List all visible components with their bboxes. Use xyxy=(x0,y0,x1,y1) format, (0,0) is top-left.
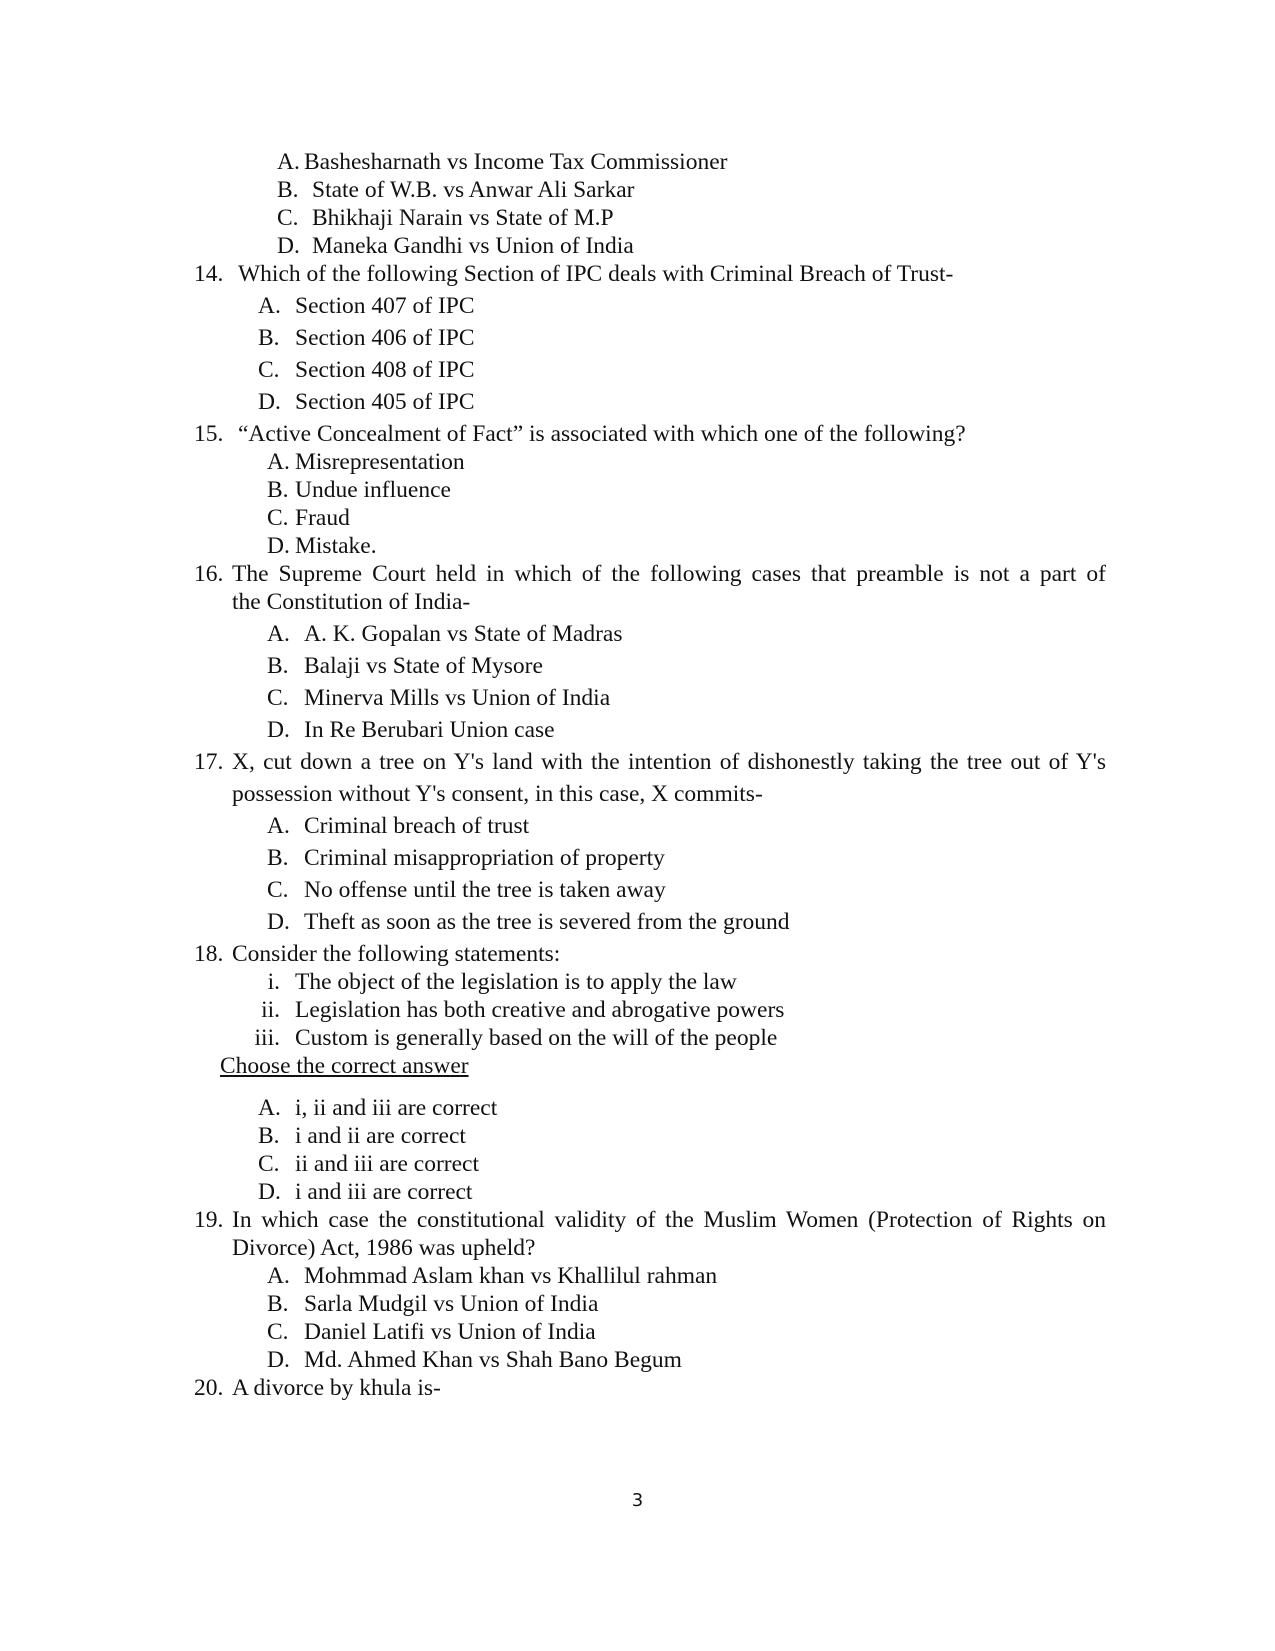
q18-statement-iii xyxy=(240,1024,777,1052)
q19-option-d xyxy=(267,1346,682,1374)
option-label: C. xyxy=(258,357,280,383)
option-text: Section 408 of IPC xyxy=(295,357,475,383)
q13-option-d xyxy=(277,232,634,260)
q14-option-d xyxy=(258,388,475,416)
option-label: D. xyxy=(267,717,290,743)
q18-option-c xyxy=(258,1150,479,1178)
option-label: C. xyxy=(267,1319,289,1345)
option-text: Bhikhaji Narain vs State of M.P xyxy=(312,205,614,231)
option-text: In Re Berubari Union case xyxy=(304,717,555,743)
q18-option-b xyxy=(258,1122,466,1150)
question-text-line2: the Constitution of India- xyxy=(232,589,471,615)
option-label: A. xyxy=(267,621,290,647)
option-label: A. xyxy=(267,449,290,475)
option-label: A. xyxy=(258,293,281,319)
option-label: D. xyxy=(258,1179,281,1205)
q15-option-c xyxy=(267,504,350,532)
option-label: C. xyxy=(267,877,289,903)
option-text: Sarla Mudgil vs Union of India xyxy=(304,1291,599,1317)
q16-question xyxy=(194,560,1106,588)
option-label: D. xyxy=(277,233,300,259)
question-text: Consider the following statements: xyxy=(232,941,561,967)
option-text: Misrepresentation xyxy=(295,449,465,475)
option-text: Fraud xyxy=(295,505,350,531)
option-label: A. xyxy=(267,1263,290,1289)
q15-option-b xyxy=(267,476,451,504)
option-label: D. xyxy=(258,389,281,415)
option-label: D. xyxy=(267,909,290,935)
option-text: Section 407 of IPC xyxy=(295,293,475,319)
statement-text: Custom is generally based on the will of the people xyxy=(295,1025,778,1051)
q16-question-line2 xyxy=(232,588,470,616)
option-label: B. xyxy=(267,653,289,679)
q18-option-a xyxy=(258,1094,497,1122)
option-text: Section 405 of IPC xyxy=(295,389,475,415)
q14-option-b xyxy=(258,324,475,352)
q13-option-c xyxy=(277,204,614,232)
q18-option-d xyxy=(258,1178,472,1206)
option-label: B. xyxy=(258,1123,280,1149)
q16-option-a xyxy=(267,620,623,648)
question-text-line1: The Supreme Court held in which of the following cases that preamble is not a part of xyxy=(232,561,1106,587)
question-number: 20. xyxy=(194,1375,224,1401)
question-number: 17. xyxy=(194,749,224,775)
option-text: Criminal breach of trust xyxy=(304,813,530,839)
q18-question xyxy=(194,940,560,968)
q19-question xyxy=(194,1206,1106,1234)
option-text: Md. Ahmed Khan vs Shah Bano Begum xyxy=(304,1347,682,1373)
q17-question-line2 xyxy=(232,780,763,808)
question-number: 19. xyxy=(194,1207,224,1233)
option-label: B. xyxy=(267,845,289,871)
q19-option-c xyxy=(267,1318,596,1346)
statement-label: i. xyxy=(267,969,280,995)
option-label: C. xyxy=(277,205,299,231)
q17-option-a xyxy=(267,812,529,840)
q13-option-a xyxy=(277,148,727,176)
q15-option-a xyxy=(267,448,465,476)
option-text: State of W.B. vs Anwar Ali Sarkar xyxy=(312,177,635,203)
q13-option-b xyxy=(277,176,634,204)
q19-question-line2 xyxy=(232,1234,535,1262)
question-text: Which of the following Section of IPC deals with Criminal Breach of Trust- xyxy=(238,261,954,287)
q17-option-b xyxy=(267,844,665,872)
q16-option-d xyxy=(267,716,555,744)
q18-statement-ii xyxy=(240,996,784,1024)
q15-option-d xyxy=(267,532,377,560)
statement-text: The object of the legislation is to apply the law xyxy=(295,969,737,995)
statement-label: ii. xyxy=(261,997,280,1023)
q14-option-a xyxy=(258,292,475,320)
option-text: Section 406 of IPC xyxy=(295,325,475,351)
option-text: ii and iii are correct xyxy=(295,1151,479,1177)
option-label: A. xyxy=(267,813,290,839)
option-label: D. xyxy=(267,533,290,559)
q14-question xyxy=(194,260,953,288)
q18-instruction: Choose the correct answer xyxy=(220,1053,469,1079)
option-label: B. xyxy=(267,477,289,503)
question-text-line1: X, cut down a tree on Y's land with the intention of dishonestly taking the tree out of Y's xyxy=(232,749,1106,775)
q19-option-b xyxy=(267,1290,598,1318)
statement-text: Legislation has both creative and abrogative powers xyxy=(295,997,785,1023)
option-label: C. xyxy=(258,1151,280,1177)
question-text-line2: Divorce) Act, 1986 was upheld? xyxy=(232,1235,536,1261)
option-text: Minerva Mills vs Union of India xyxy=(304,685,611,711)
q16-option-c xyxy=(267,684,610,712)
q19-option-a xyxy=(267,1262,717,1290)
question-number: 18. xyxy=(194,941,224,967)
question-number: 16. xyxy=(194,561,224,587)
question-number: 15. xyxy=(194,421,224,447)
option-label: D. xyxy=(267,1347,290,1373)
option-text: Maneka Gandhi vs Union of India xyxy=(312,233,634,259)
question-text: A divorce by khula is- xyxy=(232,1375,441,1401)
option-text: A. K. Gopalan vs State of Madras xyxy=(304,621,623,647)
option-label: B. xyxy=(267,1291,289,1317)
question-text-line2: possession without Y's consent, in this case, X commits- xyxy=(232,781,763,807)
q16-option-b xyxy=(267,652,543,680)
q17-option-d xyxy=(267,908,790,936)
q20-question xyxy=(194,1374,441,1402)
option-text: Bashesharnath vs Income Tax Commissioner xyxy=(304,149,728,175)
option-text: Daniel Latifi vs Union of India xyxy=(304,1319,596,1345)
page-number: 3 xyxy=(631,1490,644,1511)
question-text-line1: In which case the constitutional validity of the Muslim Women (Protection of Rights on xyxy=(232,1207,1106,1233)
option-text: Balaji vs State of Mysore xyxy=(304,653,543,679)
q14-option-c xyxy=(258,356,475,384)
option-text: Mistake. xyxy=(295,533,377,559)
option-text: i and iii are correct xyxy=(295,1179,473,1205)
option-text: No offense until the tree is taken away xyxy=(304,877,666,903)
option-text: Criminal misappropriation of property xyxy=(304,845,665,871)
option-text: Theft as soon as the tree is severed from the ground xyxy=(304,909,790,935)
option-text: i and ii are correct xyxy=(295,1123,466,1149)
option-label: B. xyxy=(258,325,280,351)
q17-option-c xyxy=(267,876,666,904)
option-label: C. xyxy=(267,685,289,711)
option-label: A. xyxy=(277,149,300,175)
question-number: 14. xyxy=(194,261,224,287)
option-text: Mohmmad Aslam khan vs Khallilul rahman xyxy=(304,1263,718,1289)
option-label: C. xyxy=(267,505,289,531)
q17-question xyxy=(194,748,1106,776)
option-text: i, ii and iii are correct xyxy=(295,1095,498,1121)
option-label: A. xyxy=(258,1095,281,1121)
option-text: Undue influence xyxy=(295,477,451,503)
q15-question xyxy=(194,420,966,448)
option-label: B. xyxy=(277,177,299,203)
statement-label: iii. xyxy=(254,1025,280,1051)
question-text: “Active Concealment of Fact” is associated with which one of the following? xyxy=(238,421,966,447)
q18-statement-i xyxy=(240,968,737,996)
